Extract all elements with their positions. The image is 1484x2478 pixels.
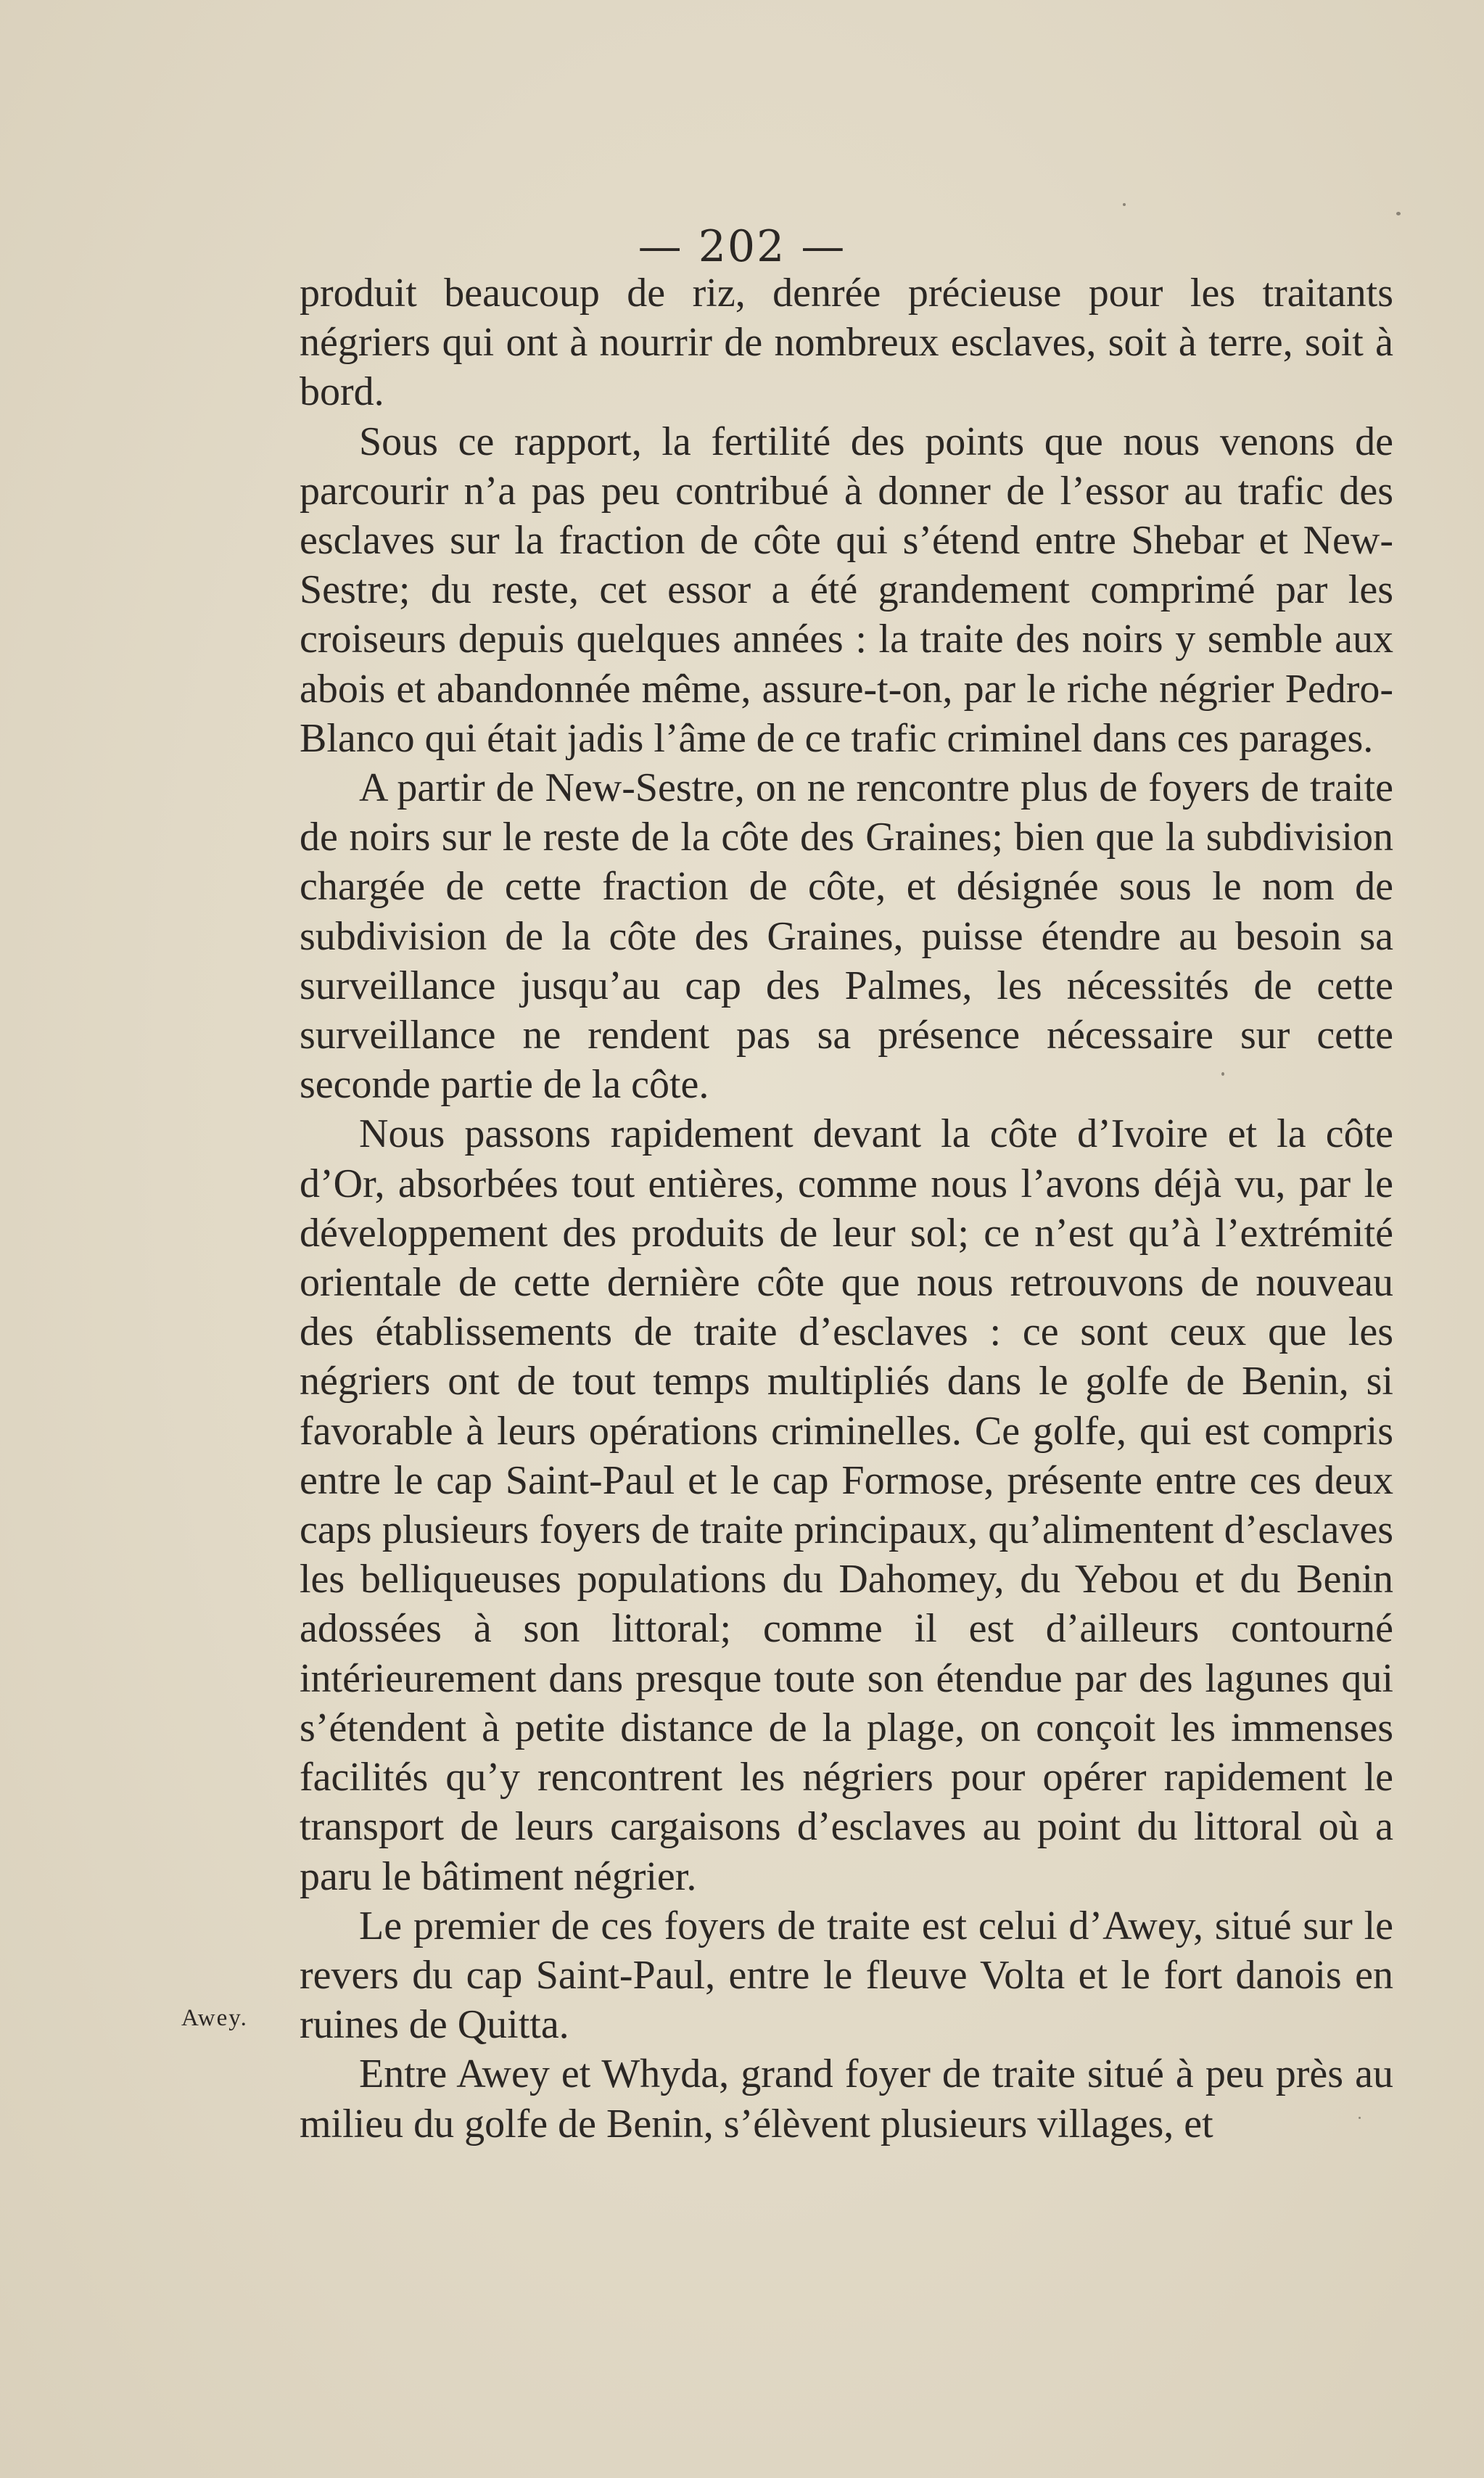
paragraph: Le premier de ces foyers de traite est celui d’Awey, situé sur le revers du cap Saint-Paul, entre le fleuve Volta et le fort danois en ruines de Quitta. <box>300 1903 1393 2048</box>
page-number: — 202 — <box>638 221 846 272</box>
paragraph: Nous passons rapidement devant la côte d’Ivoire et la côte d’Or, absorbées tout entières, comme nous l’avons déjà vu, par le développement des produits de leur sol; ce n’est qu’à l’extrémité orientale de cette dernière côte que nous retrouvons de nouveau des établissements de traite d’esclaves : ce sont ceux que les négriers ont de tout temps multipliés dans le golfe de Benin, si favorable à leurs opérations criminelles. Ce golfe, qui est compris entre le cap Saint-Paul et le cap Formose, présente entre ces deux caps plusieurs foyers de traite principaux, qu’alimentent d’esclaves les belliqueuses populations du Dahomey, du Yebou et du Benin adossées à son littoral; comme il est d’ailleurs contourné intérieurement dans presque toute son étendue par des lagunes qui s’étendent à petite distance de la plage, on conçoit les immenses facilités qu’y rencontrent les négriers pour opérer rapidement le transport de leurs cargaisons d’esclaves au point du littoral où a paru le bâtiment négrier. <box>300 1111 1393 1899</box>
paragraph: Entre Awey et Whyda, grand foyer de traite situé à peu près au milieu du golfe de Benin, s’élèvent plusieurs villages, et <box>300 2051 1393 2146</box>
body-text <box>300 268 1393 2149</box>
paragraph: produit beaucoup de riz, denrée précieuse pour les traitants négriers qui ont à nourrir de nombreux esclaves, soit à terre, soit à bord. <box>300 271 1393 415</box>
margin-note: Awey. <box>181 2005 248 2031</box>
paragraph: Sous ce rapport, la fertilité des points que nous venons de parcourir n’a pas peu contribué à donner de l’essor au trafic des esclaves sur la fraction de côte qui s’étend entre Shebar et New-Sestre; du reste, cet essor a été grandement comprimé par les croiseurs depuis quelques années : la traite des noirs y semble aux abois et abandonnée même, assure-t-on, par le riche négrier Pedro-Blanco qui était jadis l’âme de ce trafic criminel dans ces parages. <box>300 419 1393 761</box>
paper-speck <box>1123 203 1126 206</box>
paper-speck <box>1396 212 1401 215</box>
paragraph: A partir de New-Sestre, on ne rencontre plus de foyers de traite de noirs sur le reste de la côte des Graines; bien que la subdivision chargée de cette fraction de côte, et désignée sous le nom de subdivision de la côte des Graines, puisse étendre au besoin sa surveillance jusqu’au cap des Palmes, les nécessités de cette surveillance ne rendent pas sa présence nécessaire sur cette seconde partie de la côte. <box>300 765 1393 1108</box>
